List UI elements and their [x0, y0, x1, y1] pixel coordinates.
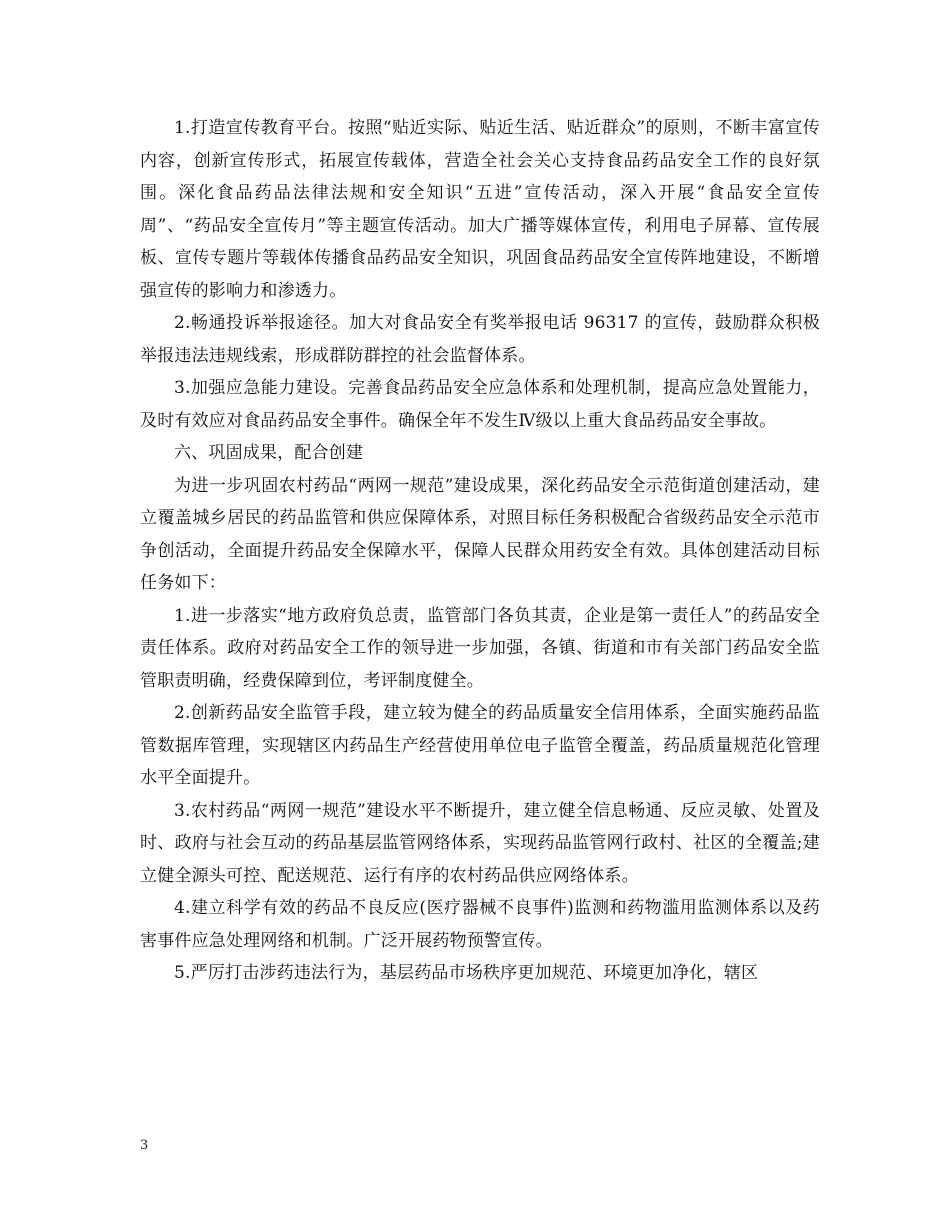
- paragraph-emergency-capacity: 3.加强应急能力建设。完善食品药品安全应急体系和处理机制，提高应急处置能力，及时有效应对食品药品安全事件。确保全年不发生Ⅳ级以上重大食品药品安全事故。: [140, 378, 820, 431]
- page-number: 3: [140, 1138, 149, 1153]
- paragraph-complaint-channel: 2.畅通投诉举报途径。加大对食品安全有奖举报电话 96317 的宣传，鼓励群众积极举报违法违规线索，形成群防群控的社会监督体系。: [140, 313, 820, 366]
- paragraph-rural-network: 3.农村药品“两网一规范”建设水平不断提升，建立健全信息畅通、反应灵敏、处置及时、政府与社会互动的药品基层监管网络体系，实现药品监管网行政村、社区的全覆盖;建立健全源头可控、配送规范、运行有序的农村药品供应网络体系。: [140, 800, 820, 886]
- paragraph-supervision-means: 2.创新药品安全监管手段，建立较为健全的药品质量安全信用体系，全面实施药品监管数据库管理，实现辖区内药品生产经营使用单位电子监管全覆盖，药品质量规范化管理水平全面提升。: [140, 703, 820, 788]
- paragraph-consolidate-intro: 为进一步巩固农村药品“两网一规范”建设成果，深化药品安全示范街道创建活动，建立覆盖城乡居民的药品监管和供应保障体系，对照目标任务积极配合省级药品安全示范市争创活动，全面提升药品安全保障水平，保障人民群众用药安全有效。具体创建活动目标任务如下：: [140, 475, 820, 593]
- paragraph-adverse-reaction: 4.建立科学有效的药品不良反应(医疗器械不良事件)监测和药物滥用监测体系以及药害事件应急处理网络和机制。广泛开展药物预警宣传。: [140, 898, 820, 951]
- paragraph-crackdown: 5.严厉打击涉药违法行为，基层药品市场秩序更加规范、环境更加净化，辖区: [174, 963, 759, 983]
- document-body: [140, 112, 820, 990]
- section-heading-consolidate: 六、巩固成果，配合创建: [174, 443, 364, 463]
- paragraph-publicity-platform: 1.打造宣传教育平台。按照“贴近实际、贴近生活、贴近群众”的原则，不断丰富宣传内容，创新宣传形式，拓展宣传载体，营造全社会关心支持食品药品安全工作的良好氛围。深化食品药品法律法规和安全知识“五进”宣传活动，深入开展“食品安全宣传周”、“药品安全宣传月”等主题宣传活动。加大广播等媒体宣传，利用电子屏幕、宣传展板、宣传专题片等载体传播食品药品安全知识，巩固食品药品安全宣传阵地建设，不断增强宣传的影响力和渗透力。: [140, 118, 820, 301]
- paragraph-responsibility-system: 1.进一步落实“地方政府负总责，监管部门各负其责，企业是第一责任人”的药品安全责任体系。政府对药品安全工作的领导进一步加强，各镇、街道和市有关部门药品安全监管职责明确，经费保障到位，考评制度健全。: [140, 605, 820, 691]
